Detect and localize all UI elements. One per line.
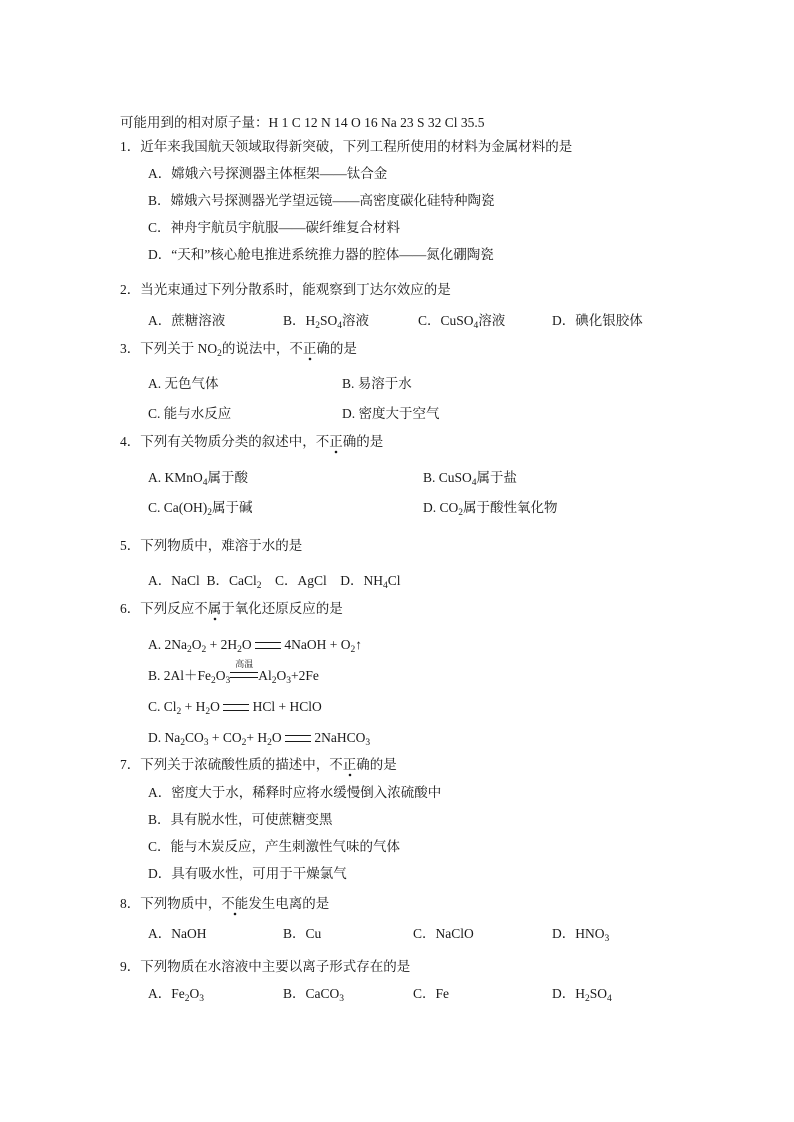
question-4-option-c: C. $Ca(OH)_2$属于碱 xyxy=(148,500,253,518)
question-2-stem: 2．当光束通过下列分散系时，能观察到丁达尔效应的是 xyxy=(120,282,451,297)
question-7-option-b: B．具有脱水性，可使蔗糖变黑 xyxy=(148,812,333,827)
question-8-option-a: A．NaOH xyxy=(148,926,207,941)
emphasis-text: 不能 xyxy=(221,896,248,916)
question-5-stem: 5．下列物质中，难溶于水的是 xyxy=(120,538,303,553)
question-6-option-a: A. $2Na_2O_2 + 2H_2O$ 4NaOH + $O_2↑$ xyxy=(148,637,362,655)
question-9-option-c: C．Fe xyxy=(413,986,450,1001)
question-2-option-c: C．CuSO$_4$溶液 xyxy=(418,313,506,331)
question-1-option-b: B．嫦娥六号探测器光学望远镜——高密度碳化硅特种陶瓷 xyxy=(148,193,495,208)
question-9-stem: 9．下列物质在水溶液中主要以离子形式存在的是 xyxy=(120,959,411,974)
question-1-option-a: A．嫦娥六号探测器主体框架——钛合金 xyxy=(148,166,388,181)
question-3-option-a: A. 无色气体 xyxy=(148,376,219,391)
question-7-option-a: A．密度大于水，稀释时应将水缓慢倒入浓硫酸中 xyxy=(148,785,442,800)
question-5-options: A．NaCl B．CaCl$_2$ C．AgCl D．$NH_4Cl$ xyxy=(148,573,401,591)
question-3-option-b: B. 易溶于水 xyxy=(342,376,412,391)
question-7-stem: 7．下列关于浓硫酸性质的描述中，不正确的是 xyxy=(120,756,397,774)
atomic-masses-line: 可能用到的相对原子量：H 1 C 12 N 14 O 16 Na 23 S 32 Cl 35.5 xyxy=(120,115,485,130)
question-3-option-c: C. 能与水反应 xyxy=(148,406,232,421)
question-6-option-c: C. $Cl_2 + H_2O$ HCl + HClO xyxy=(148,699,322,717)
question-1-option-c: C．神舟宇航员宇航服——碳纤维复合材料 xyxy=(148,220,401,235)
question-4-option-b: B. CuSO$_4$属于盐 xyxy=(423,470,518,488)
question-3-stem: 3．下列关于 $NO_2$的说法中，不正确的是 xyxy=(120,341,357,359)
question-8-stem: 8．下列物质中，不能发生电离的是 xyxy=(120,895,329,913)
emphasis-text: 不正确 xyxy=(289,341,330,361)
question-7-option-c: C．能与木炭反应，产生刺激性气味的气体 xyxy=(148,839,401,854)
emphasis-text: 不属于 xyxy=(194,601,235,621)
question-6-stem: 6．下列反应不属于氧化还原反应的是 xyxy=(120,600,343,618)
question-8-option-b: B．Cu xyxy=(283,926,322,941)
question-9-option-d: D．$H_2SO_4$ xyxy=(552,986,612,1004)
question-1-stem: 1．近年来我国航天领域取得新突破，下列工程所使用的材料为金属材料的是 xyxy=(120,139,573,154)
question-2-option-d: D．碘化银胶体 xyxy=(552,313,643,328)
question-4-option-a: A. KMnO$_4$属于酸 xyxy=(148,470,249,488)
emphasis-text: 不正确 xyxy=(316,434,357,454)
question-3-option-d: D. 密度大于空气 xyxy=(342,406,440,421)
question-7-option-d: D．具有吸水性，可用于干燥氯气 xyxy=(148,866,347,881)
question-6-option-b: B. $2Al+Fe_2O_3$ 高温 $Al_2O_3+2Fe$ xyxy=(148,659,319,686)
question-1-option-d: D．“天和”核心舱电推进系统推力器的腔体——氮化硼陶瓷 xyxy=(148,247,494,262)
question-2-option-a: A．蔗糖溶液 xyxy=(148,313,226,328)
question-2-option-b: B．$H_2SO_4$溶液 xyxy=(283,313,370,331)
question-9-option-a: A．$Fe_2O_3$ xyxy=(148,986,204,1004)
question-8-option-c: C．NaClO xyxy=(413,926,474,941)
question-6-option-d: D. $Na_2CO_3 + CO_2+ H_2O$ 2NaHCO$_3$ xyxy=(148,730,371,748)
question-9-option-b: B．CaCO$_3$ xyxy=(283,986,345,1004)
emphasis-text: 不正确 xyxy=(329,757,370,777)
question-8-option-d: D．$HNO_3$ xyxy=(552,926,610,944)
question-4-stem: 4．下列有关物质分类的叙述中，不正确的是 xyxy=(120,433,383,451)
question-4-option-d: D. $CO_2$属于酸性氧化物 xyxy=(423,500,558,518)
